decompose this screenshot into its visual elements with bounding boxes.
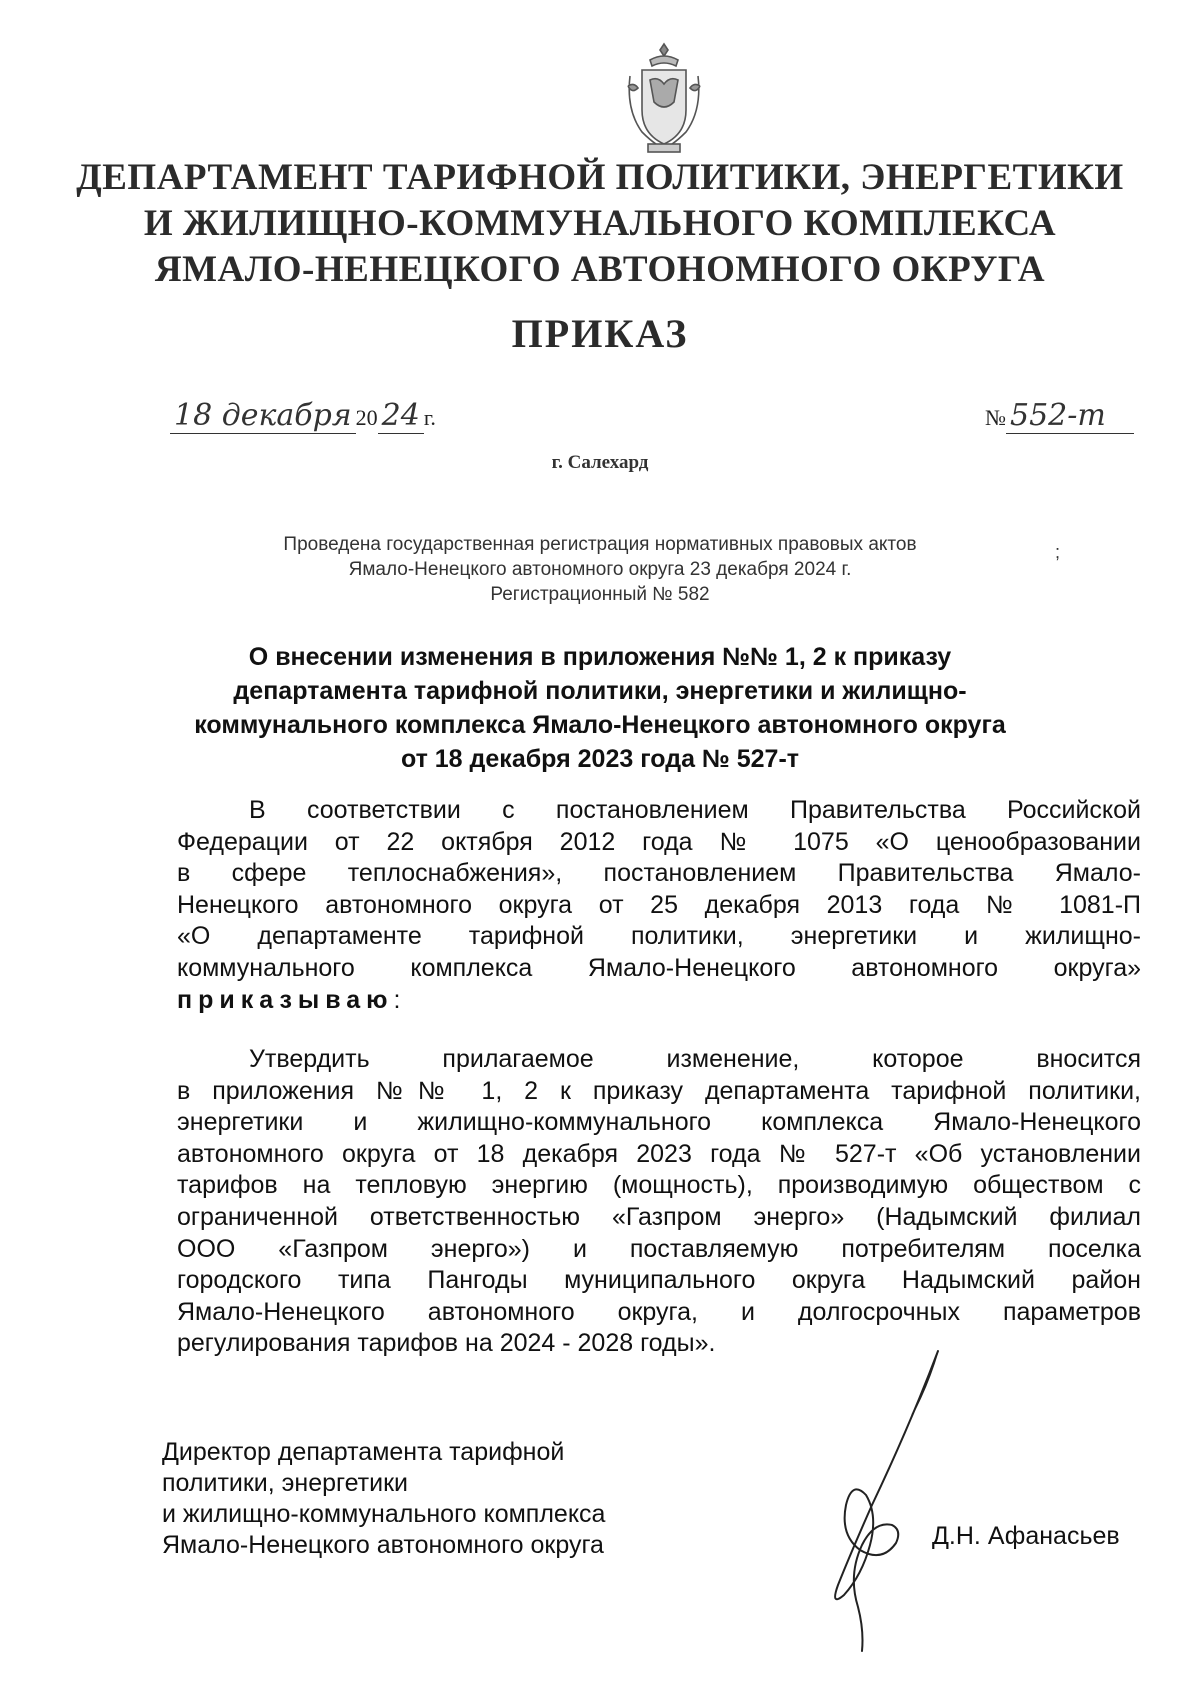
signatory-position bbox=[162, 1437, 605, 1561]
handwritten-number: 552-т bbox=[1006, 398, 1134, 434]
document-title bbox=[0, 640, 1200, 776]
paragraph-line: ограниченной ответственностью «Газпром энерго» (Надымский филиал bbox=[177, 1202, 1141, 1231]
command-line bbox=[177, 985, 1141, 1017]
city: г. Салехард bbox=[551, 452, 649, 473]
paragraph-line: тарифов на тепловую энергию (мощность), производимую обществом с bbox=[177, 1171, 1141, 1200]
paragraph-line: Ненецкого автономного округа от 25 декабря 2013 года № 1081-П bbox=[177, 890, 1141, 919]
department-line-3: ЯМАЛО-НЕНЕЦКОГО АВТОНОМНОГО ОКРУГА bbox=[154, 249, 1046, 290]
paragraph-preamble bbox=[177, 795, 1141, 1016]
signatory-name: Д.Н. Афанасьев bbox=[932, 1522, 1120, 1550]
department-line-1: ДЕПАРТАМЕНТ ТАРИФНОЙ ПОЛИТИКИ, ЭНЕРГЕТИКИ bbox=[76, 157, 1124, 198]
command-tail: : bbox=[393, 985, 401, 1014]
order-number bbox=[985, 398, 1134, 434]
command-word: приказываю bbox=[177, 985, 394, 1014]
title-line-2: департамента тарифной политики, энергетики и жилищно- bbox=[233, 677, 967, 705]
paragraph-line: Утвердить прилагаемое изменение, которое вносится bbox=[249, 1045, 1141, 1073]
paragraph-decision bbox=[177, 1044, 1141, 1360]
number-label: № bbox=[985, 405, 1006, 430]
paragraph-line: энергетики и жилищно-коммунального комплекса Ямало-Ненецкого bbox=[177, 1108, 1141, 1137]
handwritten-signature bbox=[800, 1345, 950, 1655]
paragraph-line: коммунального комплекса Ямало-Ненецкого автономного округа» bbox=[177, 953, 1141, 982]
date-line bbox=[170, 398, 436, 433]
paragraph-line: Федерации от 22 октября 2012 года № 1075 «О ценообразовании bbox=[177, 827, 1141, 856]
paragraph-line: в приложения №№ 1, 2 к приказу департамента тарифной политики, bbox=[177, 1076, 1141, 1105]
title-line-1: О внесении изменения в приложения №№ 1, 2 к приказу bbox=[248, 643, 952, 671]
registration-stamp bbox=[0, 532, 1200, 607]
handwritten-year: 24 bbox=[378, 398, 424, 434]
registration-line-3: Регистрационный № 582 bbox=[490, 584, 710, 605]
position-line: и жилищно-коммунального комплекса bbox=[162, 1500, 606, 1528]
document-type: ПРИКАЗ bbox=[511, 311, 689, 356]
registration-line-1: Проведена государственная регистрация нормативных правовых актов bbox=[283, 534, 917, 555]
paragraph-line: городского типа Пангоды муниципального округа Надымский район bbox=[177, 1266, 1141, 1295]
paragraph-line: «О департаменте тарифной политики, энергетики и жилищно- bbox=[177, 922, 1141, 951]
paragraph-line: Ямало-Ненецкого автономного округа, и долгосрочных параметров bbox=[177, 1297, 1141, 1326]
handwritten-date: 18 декабря bbox=[170, 398, 356, 434]
title-line-3: коммунального комплекса Ямало-Ненецкого автономного округа bbox=[194, 711, 1006, 739]
position-line: Ямало-Ненецкого автономного округа bbox=[162, 1531, 604, 1559]
year-mark: г. bbox=[423, 405, 436, 430]
paragraph-line: регулирования тарифов на 2024 - 2028 годы». bbox=[177, 1329, 716, 1358]
year-prefix: 20 bbox=[355, 405, 378, 430]
paragraph-line: автономного округа от 18 декабря 2023 года № 527-т «Об установлении bbox=[177, 1139, 1141, 1168]
title-line-4: от 18 декабря 2023 года № 527-т bbox=[400, 745, 800, 773]
registration-line-2: Ямало-Ненецкого автономного округа 23 декабря 2024 г. bbox=[348, 559, 852, 580]
paragraph-line: ООО «Газпром энерго») и поставляемую потребителям поселка bbox=[177, 1234, 1141, 1263]
department-name bbox=[0, 155, 1200, 293]
paragraph-line: В соответствии с постановлением Правительства Российской bbox=[249, 796, 1141, 824]
paragraph-line: в сфере теплоснабжения», постановлением Правительства Ямало- bbox=[177, 859, 1141, 888]
coat-of-arms-icon bbox=[620, 40, 708, 156]
registration-mark: ; bbox=[1055, 542, 1061, 562]
department-line-2: И ЖИЛИЩНО-КОММУНАЛЬНОГО КОМПЛЕКСА bbox=[143, 203, 1057, 244]
position-line: Директор департамента тарифной bbox=[162, 1438, 565, 1466]
position-line: политики, энергетики bbox=[162, 1469, 408, 1497]
